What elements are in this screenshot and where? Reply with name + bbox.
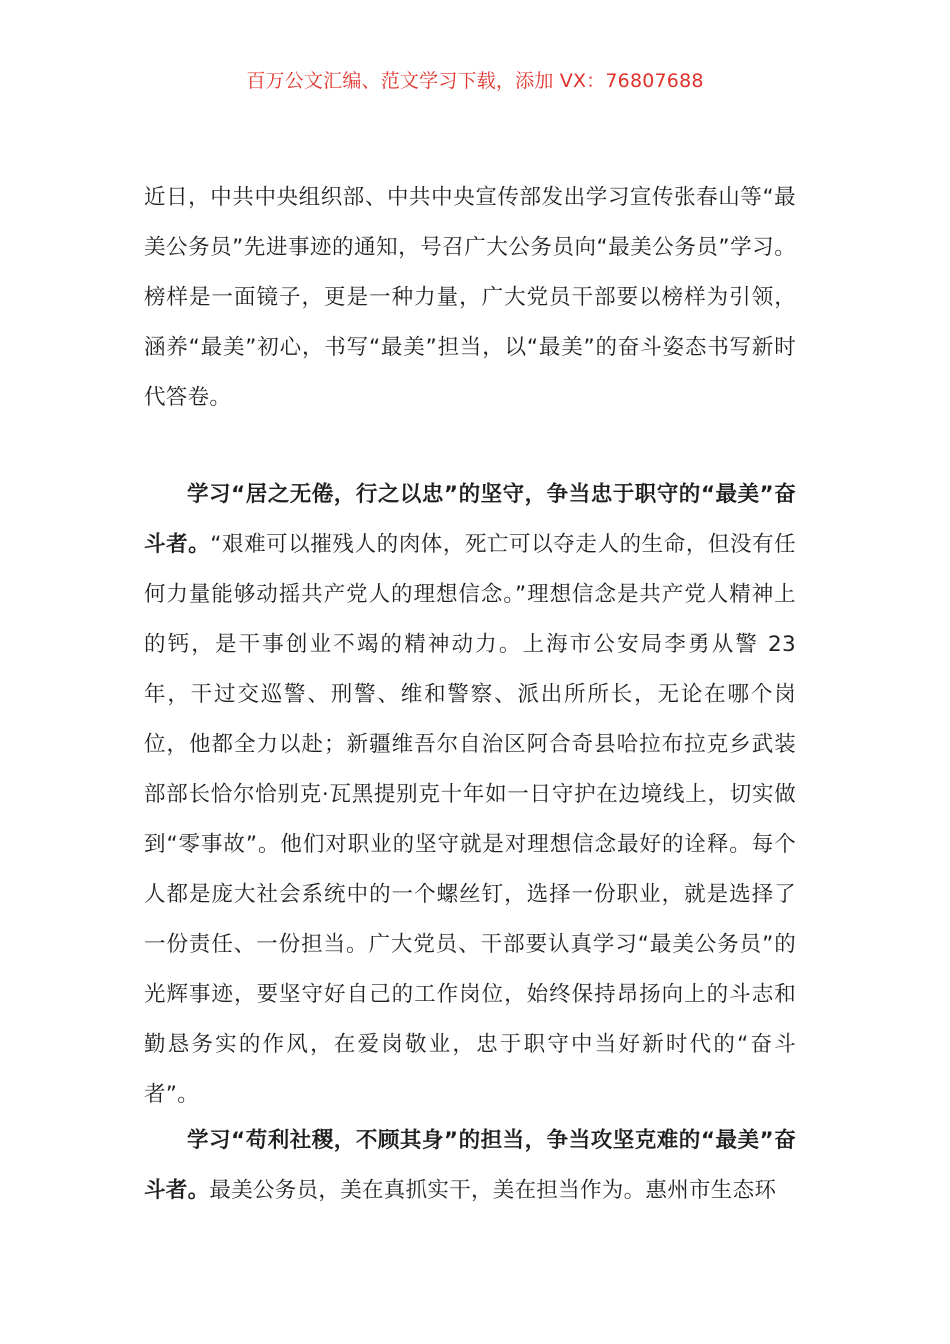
paragraph-text: “艰难可以摧残人的肉体，死亡可以夺走人的生命，但没有任何力量能够动摇共产党人的理想信念。”理想信念是共产党人精神上的钙，是干事创业不竭的精神动力。上海市公安局李勇从警 23 年，干过交巡警、刑警、维和警察、派出所所长，无论在哪个岗位，他都全力以赴；新疆维吾尔自治区阿合奇县哈拉布拉克乡武装部部长恰尔恰别克·瓦黑提别克十年如一日守护在边境线上，切实做到“零事故”。他们对职业的坚守就是对理想信念最好的诠释。每个人都是庞大社会系统中的一个螺丝钉，选择一份职业，就是选择了一份责任、一份担当。广大党员、干部要认真学习“最美公务员”的光辉事迹，要坚守好自己的工作岗位，始终保持昂扬向上的斗志和勤恳务实的作风，在爱岗敬业，忠于职守中当好新时代的“奋斗者”。 bbox=[144, 532, 796, 1107]
paragraph-section-2 bbox=[144, 1116, 796, 1216]
paragraph-intro bbox=[144, 173, 796, 423]
paragraph-section-1 bbox=[144, 470, 796, 1120]
paragraph-text: 近日，中共中央组织部、中共中央宣传部发出学习宣传张春山等“最美公务员”先进事迹的通知，号召广大公务员向“最美公务员”学习。榜样是一面镜子，更是一种力量，广大党员干部要以榜样为引领，涵养“最美”初心，书写“最美”担当，以“最美”的奋斗姿态书写新时代答卷。 bbox=[144, 185, 796, 410]
header-watermark-note: 百万公文汇编、范文学习下载，添加 VX：76807688 bbox=[246, 70, 704, 92]
paragraph-lead-heading: 学习“苟利社稷，不顾其身”的担当，争当攻坚克难的“最美”奋斗者。 bbox=[144, 1128, 796, 1203]
paragraph-lead-heading: 学习“居之无倦，行之以忠”的坚守，争当忠于职守的“最美”奋斗者。 bbox=[144, 482, 796, 557]
paragraph-text: 最美公务员，美在真抓实干，美在担当作为。惠州市生态环 bbox=[209, 1178, 777, 1203]
